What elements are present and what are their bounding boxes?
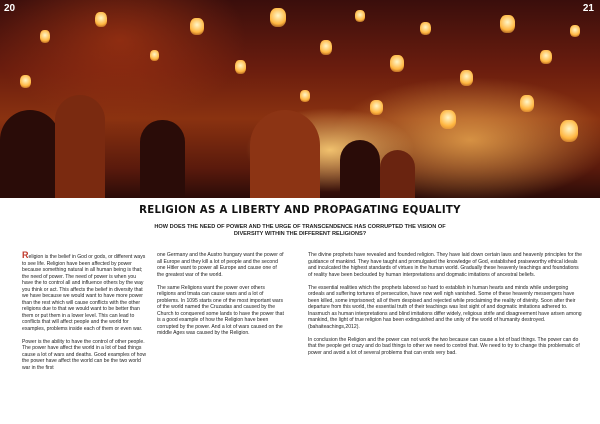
lantern-festival-photo [0,0,600,198]
monk-silhouette [0,110,60,198]
paragraph: The essential realities which the prophets labored so hard to establish in human hearts and minds while undergoing ordeals and suffering tortures of persecution, have now well nigh vanished. Some of these heavenly messengers have been killed, some imprisoned; all of them despised and rejected while proclaiming the reality of divinity. Soon after their departure from this world, the essential truth of their teachings was lost sight of and dogmatic imitations adhered to. Inasmuch as human interpretations and blind imitations differ widely, religious strife and disagreement have arisen among mankind, the light of true religion has been extinguished and the unity of the world of humanity destroyed. (bahaiteachings,2012). [308,284,582,330]
paragraph: In conclusion the Religion and the power can not work the two because can cause a lot of bad things. The power can do that the people get crazy and do bad things to other we need to control that. We need to try to change this problematic of power and avoid a lot of several problems that can ends very bad. [308,336,580,356]
lantern [540,50,552,64]
article-subtitle: HOW DOES THE NEED OF POWER AND THE URGE OF TRANSCENDENCE HAS CORRUPTED THE VISION OF DIVERSITY WITHIN THE DIFFERENT RELIGIONS? [154,224,446,237]
paragraph: The divine prophets have revealed and founded religion. They have laid down certain laws and heavenly principles for the guidance of mankind. They have taught and promulgated the knowledge of God, established praiseworthy ethical ideals and inculcated the highest standards of virtues in the human world. Gradually these heavenly teachings and foundations of reality have been beclouded by human interpretations and dogmatic imitations of ancestral beliefs. [308,252,583,278]
lantern [370,100,383,115]
page-number-right: 21 [582,3,594,14]
column-2 [157,252,285,343]
lantern [460,70,473,86]
paragraph-text: eligion is the belief in God or gods, or different ways to see life. Religion have been affected by power because something natural in all human being is that; the need of power. The need of power is when you have the to control all and influence others by the way you think or act. This affects the belief in diversity that we have because we would want to have more power than the rest which will cause conflicts with the other religions due to that we would want to be better than them or put them in a lower level. This can lead to conflicts that will affect people and the world for examples, problems inside each of them or even war. [22,254,146,332]
column-3 [308,252,583,363]
lantern [500,15,515,33]
column-1 [22,252,148,378]
lantern [355,10,365,22]
monk-silhouette [380,150,415,198]
paragraph [22,252,148,332]
lantern [95,12,107,27]
lantern [150,50,159,61]
drop-cap: R [22,250,29,260]
lantern [390,55,404,72]
lantern [270,8,286,27]
paragraph: Power is the ability to have the control of other people. The power have affect the world in a lot of bad things cause a lot of wars and deaths. Good examples of how the power have affect the world can be the two world war in the first [22,338,147,371]
lantern [190,18,204,35]
article-title: RELIGION AS A LIBERTY AND PROPAGATING EQUALITY [139,205,461,216]
monk-silhouette [55,95,105,198]
lantern [440,110,456,129]
monk-silhouette [140,120,185,198]
lantern [20,75,31,88]
paragraph: one Germany and the Austro hungary want the power of all Europe and they kill a lot of people and the second one Hitler want to power all Europe and cause one of the greatest war of the world. [157,252,284,278]
monk-silhouette [340,140,380,198]
lantern [570,25,580,37]
lantern [420,22,431,35]
lantern [320,40,332,55]
lantern [300,90,310,102]
lantern [560,120,578,142]
lantern [520,95,534,112]
page-number-left: 20 [4,3,16,14]
paragraph: The same Religions want the power over others religions and tmata can cause wars and a lot of problems. In 1095 starts one of the most important wars of the world named the Cruzadas and caused by the Church to conquered some lands to have the power that is a good example of how the Religion have been corrupted by the power. And a lot of wars caused on the middle Ages was caused by the Religion. [157,284,284,336]
monk-silhouette [250,110,320,198]
lantern [235,60,246,74]
lantern [40,30,50,43]
